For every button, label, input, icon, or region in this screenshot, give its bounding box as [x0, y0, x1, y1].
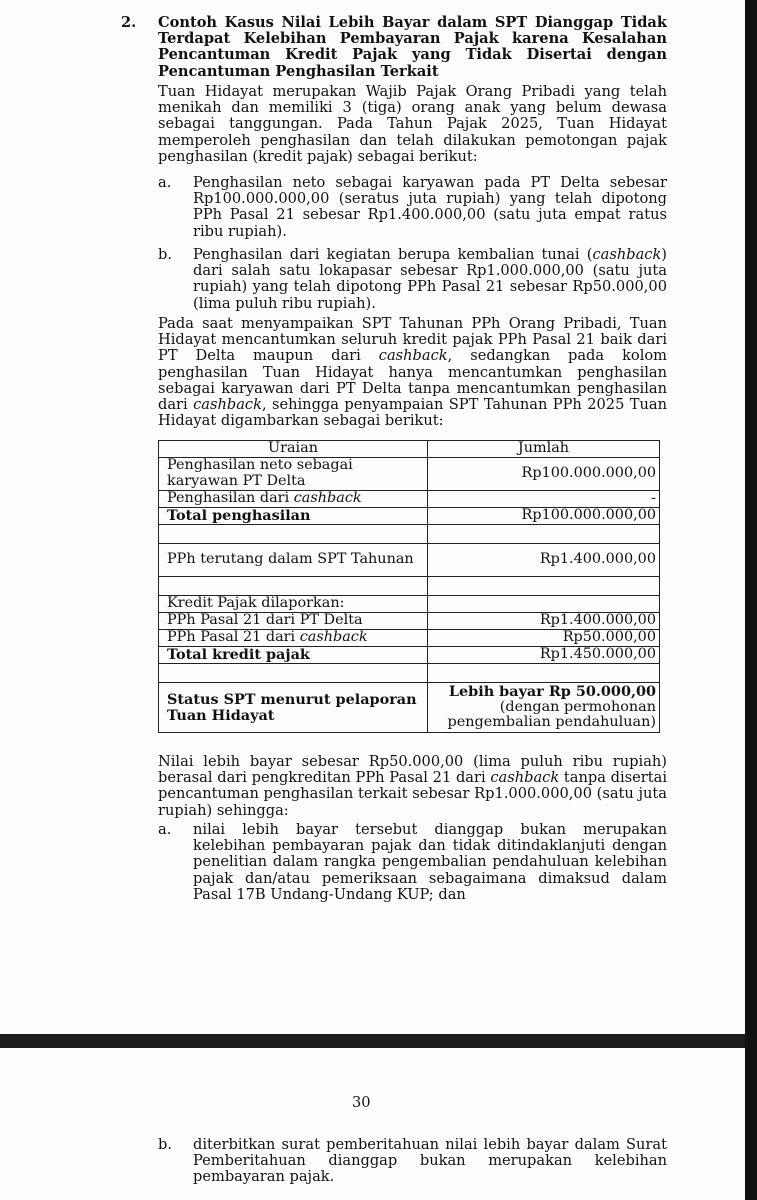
list-marker: a.: [158, 174, 172, 191]
row-value: -: [428, 491, 660, 508]
filing-paragraph: Pada saat menyampaikan SPT Tahunan PPh Orang Pribadi, Tuan Hidayat mencantumkan seluruh kredit pajak PPh Pasal 21 baik dari PT Delta maupun dari cashback, sedangkan pada kolom penghasilan Tuan Hidayat hanya mencantumkan penghasilan sebagai karyawan dari PT Delta tanpa mencantumkan penghasilan dari cashback, sehingga penyampaian SPT Tahunan PPh 2025 Tuan Hidayat digambarkan sebagai berikut:: [158, 315, 667, 430]
row-value: Rp100.000.000,00: [428, 508, 660, 525]
intro-paragraph: Tuan Hidayat merupakan Wajib Pajak Orang Pribadi yang telah menikah dan memiliki 3 (tiga) orang anak yang belum dewasa sebagai tanggungan. Pada Tahun Pajak 2025, Tuan Hidayat memperoleh penghasilan dan telah dilakukan pemotongan pajak penghasilan (kredit pajak) sebagai berikut:: [158, 83, 667, 165]
row-value: Rp1.400.000,00: [428, 613, 660, 630]
table-row: [159, 630, 660, 647]
row-value: Rp50.000,00: [428, 630, 660, 647]
row-label: Kredit Pajak dilaporkan:: [159, 596, 428, 613]
row-label: Total penghasilan: [159, 508, 428, 525]
row-label: Penghasilan neto sebagai karyawan PT Delta: [159, 458, 428, 491]
section-number: 2.: [121, 14, 137, 31]
row-label: PPh terutang dalam SPT Tahunan: [159, 544, 428, 577]
consequence-item-a: [158, 822, 667, 903]
row-value: Rp100.000.000,00: [428, 458, 660, 491]
page-number: 30: [352, 1094, 371, 1111]
list-text: nilai lebih bayar tersebut dianggap bukan merupakan kelebihan pembayaran pajak dan tidak ditindaklanjuti dengan penelitian dalam rangka pengembalian pendahuluan kelebihan pajak dan/atau pemeriksaan sebagaimana dimaksud dalam Pasal 17B Undang-Undang KUP; dan: [193, 821, 667, 903]
overpayment-paragraph: Nilai lebih bayar sebesar Rp50.000,00 (lima puluh ribu rupiah) berasal dari pengkreditan PPh Pasal 21 dari cashback tanpa disertai pencantuman penghasilan terkait sebesar Rp1.000.000,00 (satu juta rupiah) sehingga:: [158, 753, 667, 819]
list-text: Penghasilan neto sebagai karyawan pada PT Delta sebesar Rp100.000.000,00 (seratus juta rupiah) yang telah dipotong PPh Pasal 21 sebesar Rp1.400.000,00 (satu juta empat ratus ribu rupiah).: [193, 174, 667, 240]
table-header-uraian: Uraian: [159, 441, 428, 458]
table-row: [159, 491, 660, 508]
list-marker: b.: [158, 246, 172, 263]
table-row: [159, 458, 660, 491]
section-title: Contoh Kasus Nilai Lebih Bayar dalam SPT Dianggap Tidak Terdapat Kelebihan Pembayaran Pajak karena Kesalahan Pencantuman Kredit Pajak yang Tidak Disertai dengan Pencantuman Penghasilan Terkait: [158, 14, 667, 80]
consequence-item-b: [158, 1137, 667, 1186]
status-value: Lebih bayar Rp 50.000,00 (dengan permohonan pengembalian pendahuluan): [428, 683, 660, 733]
table-row: [159, 544, 660, 577]
table-row-empty: [159, 664, 660, 683]
income-item-b: [158, 247, 667, 312]
row-value: Rp1.400.000,00: [428, 544, 660, 577]
list-marker: a.: [158, 821, 172, 838]
table-row-empty: [159, 525, 660, 544]
row-label: PPh Pasal 21 dari cashback: [159, 630, 428, 647]
row-label: PPh Pasal 21 dari PT Delta: [159, 613, 428, 630]
income-item-a: [158, 175, 667, 240]
table-header-jumlah: Jumlah: [428, 441, 660, 458]
table-row: [159, 647, 660, 664]
table-row-empty: [159, 577, 660, 596]
list-text: diterbitkan surat pemberitahuan nilai lebih bayar dalam Surat Pemberitahuan dianggap bukan merupakan kelebihan pembayaran pajak.: [193, 1136, 667, 1186]
row-label: Penghasilan dari cashback: [159, 491, 428, 508]
row-label: Total kredit pajak: [159, 647, 428, 664]
table-row: [159, 613, 660, 630]
status-label: Status SPT menurut pelaporan Tuan Hidayat: [159, 683, 428, 733]
page-edge: [745, 0, 757, 1200]
table-row-status: [159, 683, 660, 733]
list-text: Penghasilan dari kegiatan berupa kembalian tunai (cashback) dari salah satu lokapasar sebesar Rp1.000.000,00 (satu juta rupiah) yang telah dipotong PPh Pasal 21 sebesar Rp50.000,00 (lima puluh ribu rupiah).: [193, 246, 667, 312]
table-row: [159, 508, 660, 525]
table-row: [159, 596, 660, 613]
list-marker: b.: [158, 1136, 172, 1153]
page-separator: [0, 1034, 757, 1048]
row-value: Rp1.450.000,00: [428, 647, 660, 664]
spt-table: [158, 440, 660, 733]
